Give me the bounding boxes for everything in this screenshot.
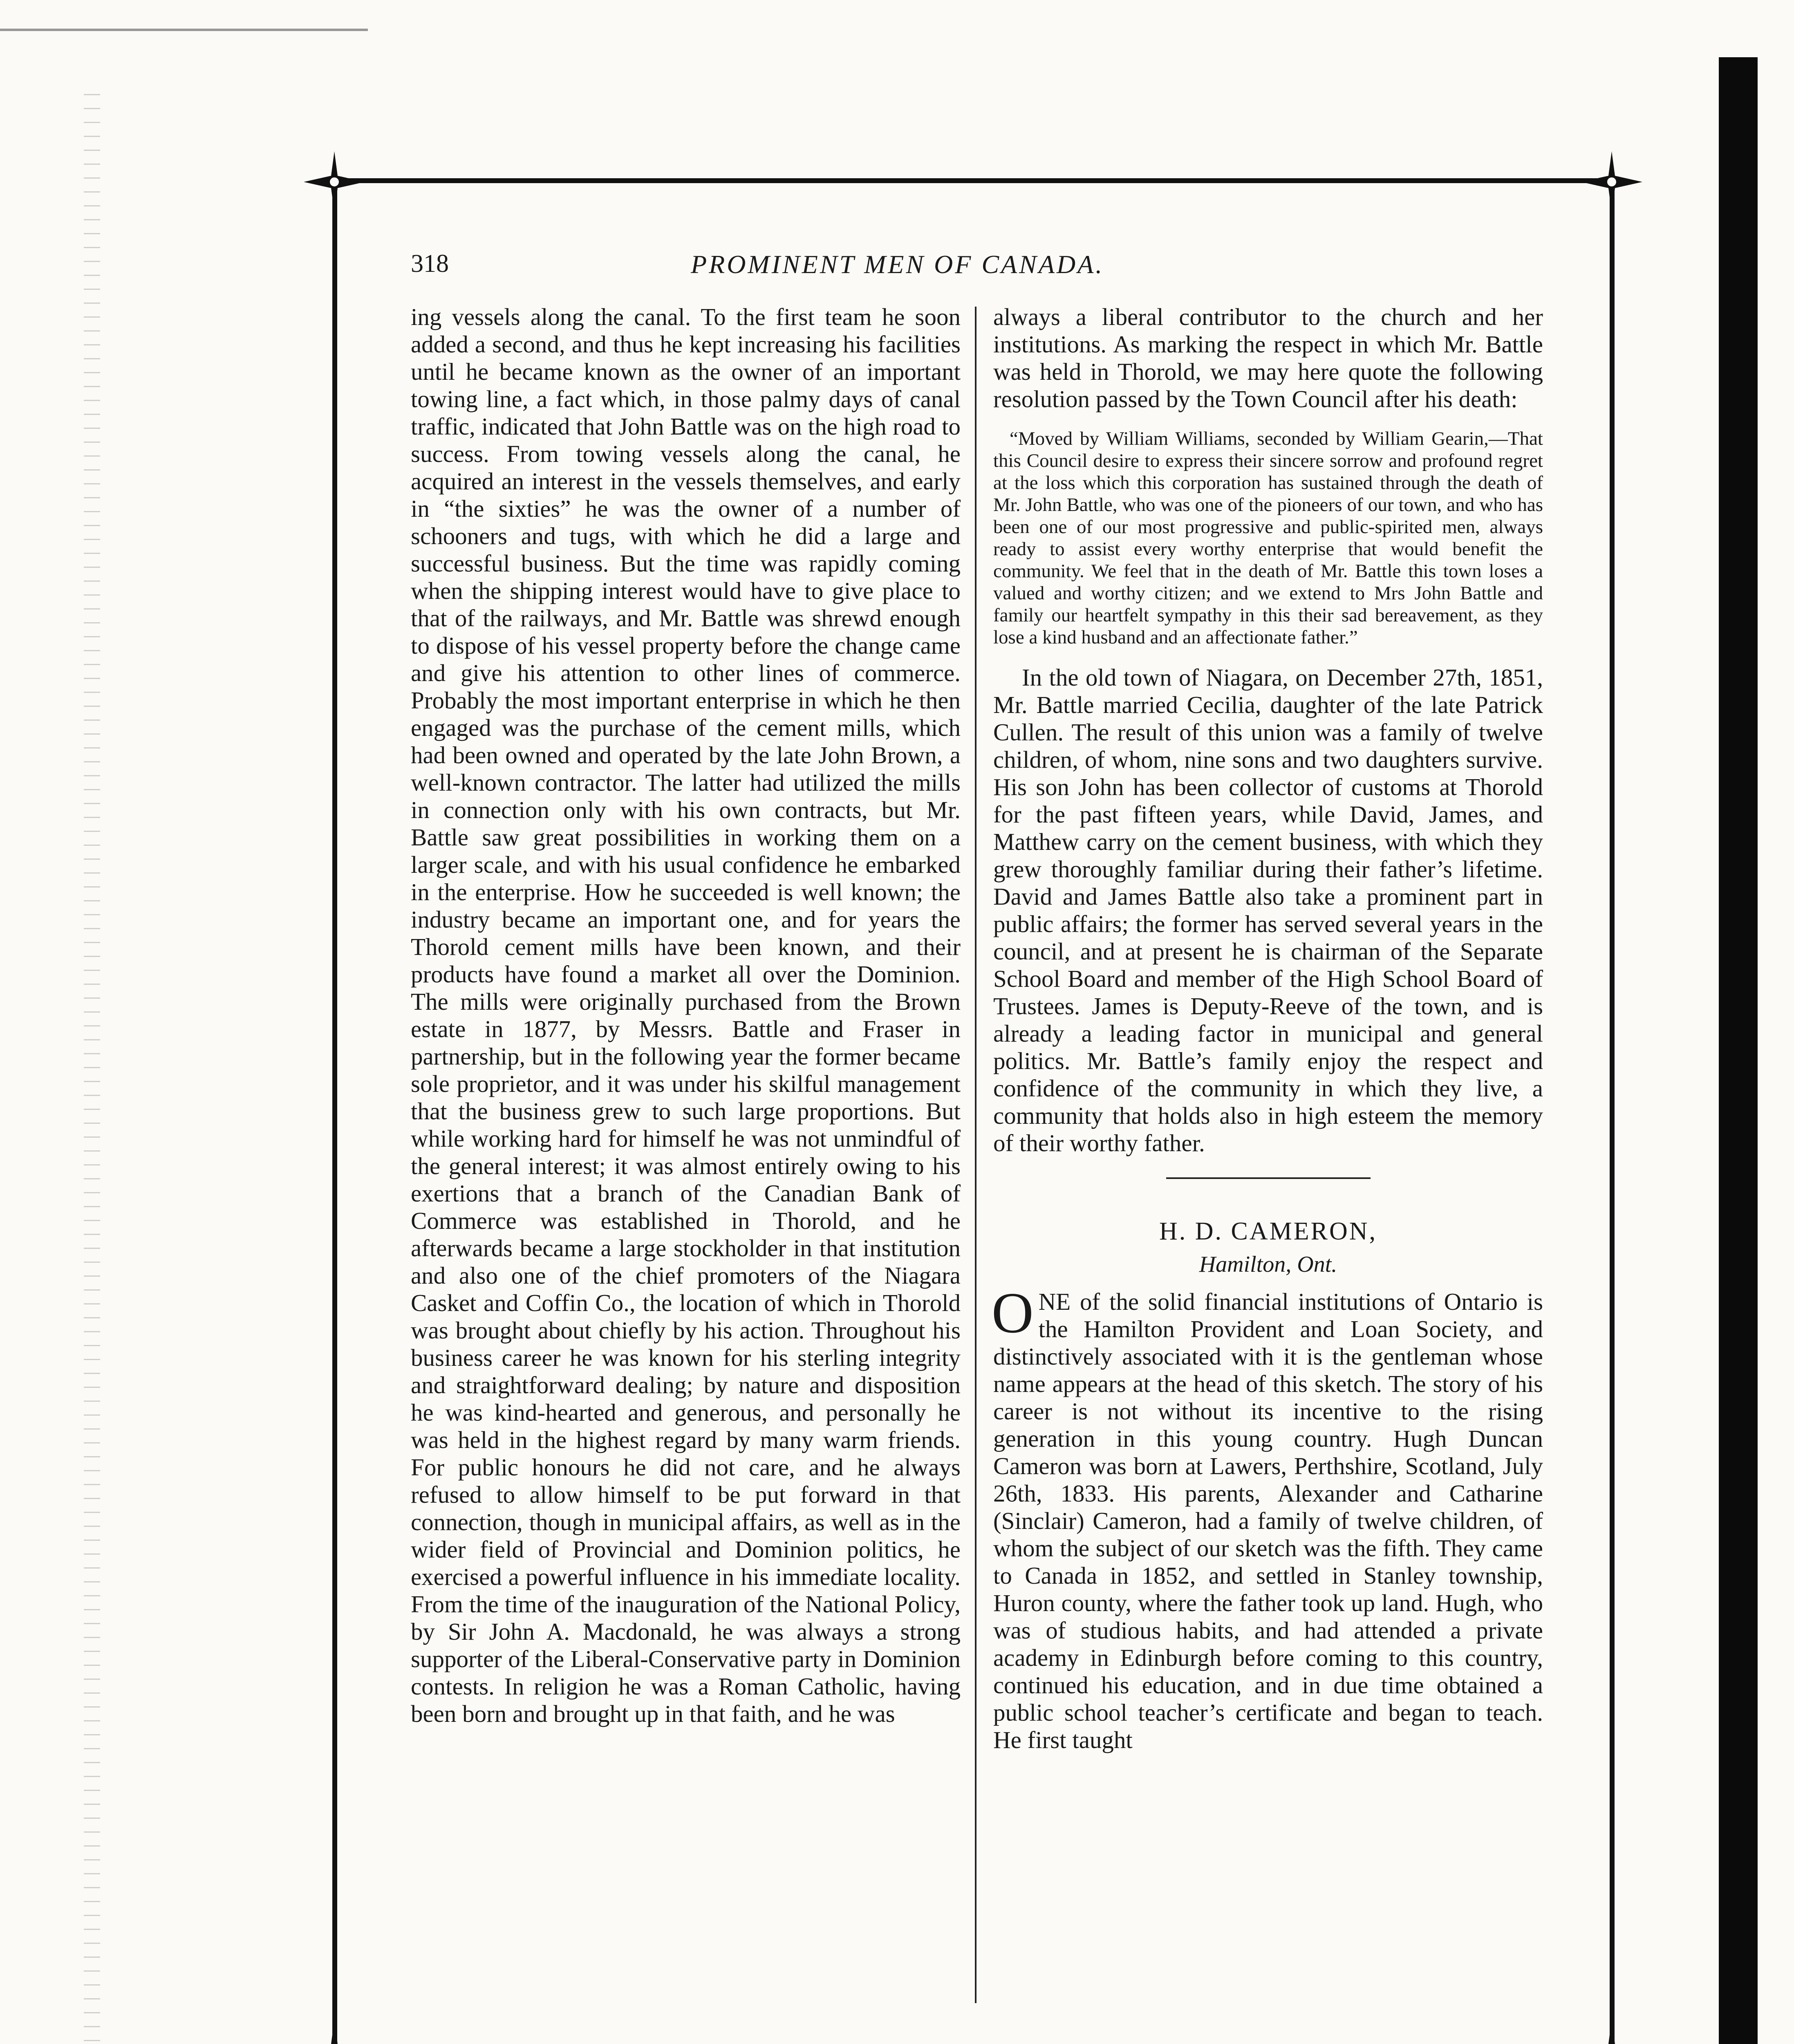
- corner-ornament-icon: [1581, 2019, 1642, 2044]
- column-divider: [975, 307, 977, 2003]
- frame-left-rule: [332, 180, 337, 2044]
- page-number: 318: [411, 250, 449, 278]
- binding-margin: [84, 94, 100, 2044]
- page-edge-shadow: [1719, 57, 1758, 2044]
- section-heading: H. D. CAMERON,: [1159, 1217, 1377, 1245]
- right-column-paragraph-1: always a liberal contributor to the church and her institutions. As marking the respect in which Mr. Battle was held in Thorold, we may here quote the following resolution passed by the Town Council after his death:: [993, 303, 1543, 412]
- section-separator: [1166, 1177, 1371, 1179]
- scan-mark: [0, 29, 368, 31]
- corner-ornament-icon: [304, 2019, 365, 2044]
- corner-ornament-icon: [304, 151, 365, 213]
- right-column-paragraph-2: In the old town of Niagara, on December 27th, 1851, Mr. Battle married Cecilia, daughter of the late Patrick Cullen. The result of this union was a family of twelve children, of whom, nine sons and two daughters survive. His son John has been collector of customs at Thorold for the past fifteen years, while David, James, and Matthew carry on the cement business, with which they grew thoroughly familiar during their father’s lifetime. David and James Battle also take a prominent part in public affairs; the former has served several years in the council, and at present he is chairman of the Separate School Board and member of the High School Board of Trustees. James is Deputy-Reeve of the town, and is already a leading factor in municipal and general politics. Mr. Battle’s family enjoy the respect and confidence of the community in which they live, a community that holds also in high esteem the memory of their worthy father.: [993, 664, 1543, 1156]
- section-subheading: Hamilton, Ont.: [1199, 1252, 1337, 1277]
- left-column-paragraph: ing vessels along the canal. To the first team he soon added a second, and thus he kept increasing his facilities until he became known as the owner of an important towing line, a fact which, in those palmy days of canal traffic, indicated that John Battle was on the high road to success. From towing vessels along the canal, he acquired an interest in the vessels themselves, and early in “the sixties” he was the owner of a number of schooners and tugs, with which he did a large and successful business. But the time was rapidly coming when the shipping interest would have to give place to that of the railways, and Mr. Battle was shrewd enough to dispose of his vessel property before the change came and give his attention to other lines of commerce. Probably the most important enterprise in which he then engaged was the purchase of the cement mills, which had been owned and operated by the late John Brown, a well-known contractor. The latter had utilized the mills in connection only with his own contracts, but Mr. Battle saw great possibilities in working them on a larger scale, and with his usual confidence he embarked in the enterprise. How he succeeded is well known; the industry became an important one, and for years the Thorold cement mills have been known, and their products have found a market all over the Dominion. The mills were originally purchased from the Brown estate in 1877, by Messrs. Battle and Fraser in partnership, but in the following year the former became sole proprietor, and it was under his skilful management that the business grew to such large proportions. But while working hard for himself he was not unmindful of the general interest; it was almost entirely owing to his exertions that a branch of the Canadian Bank of Commerce was established in Thorold, and he afterwards became a large stockholder in that institution and also one of the chief promoters of the Niagara Casket and Coffin Co., the location of which in Thorold was brought about chiefly by his action. Throughout his business career he was known for his sterling integrity and straightforward dealing; by nature and disposition he was kind-hearted and generous, and personally he was held in the highest regard by many warm friends. For public honours he did not care, and he always refused to allow himself to be put forward in that connection, though in municipal affairs, as well as in the wider field of Provincial and Dominion politics, he exercised a powerful influence in his immediate locality. From the time of the inauguration of the National Policy, by Sir John A. Macdonald, he was always a strong supporter of the Liberal-Conservative party in Dominion contests. In religion he was a Roman Catholic, having been born and brought up in that faith, and he was: [411, 303, 961, 1727]
- drop-cap: O: [992, 1280, 1034, 1345]
- council-resolution-quote: “Moved by William Williams, seconded by William Gearin,—That this Council desire to express their sincere sorrow and profound regret at the loss which this corporation has sustained through the death of Mr. John Battle, who was one of the pioneers of our town, and who has been one of our most progressive and public-spirited men, always ready to assist every worthy enterprise that would benefit the community. We feel that in the death of Mr. Battle this town loses a valued and worthy citizen; and we extend to Mrs John Battle and family our heartfelt sympathy in this their sad bereavement, as they lose a kind husband and an affectionate father.”: [993, 428, 1543, 648]
- right-column: [993, 303, 1543, 1754]
- running-title: PROMINENT MEN OF CANADA.: [691, 250, 1104, 279]
- section-paragraph: NE of the solid financial institutions of Ontario is the Hamilton Provident and Loan Society, and distinctively associated with it is the gentleman whose name appears at the head of this sketch. The story of his career is not without its incentive to the rising generation in this young country. Hugh Duncan Cameron was born at Lawers, Perthshire, Scotland, July 26th, 1833. His parents, Alexander and Catharine (Sinclair) Cameron, had a family of twelve children, of whom the subject of our sketch was the fifth. They came to Canada in 1852, and settled in Stanley township, Huron county, where the father took up land. Hugh, who was of studious habits, and had attended a private academy in Edinburgh before coming to this country, continued his education, and in due time obtained a public school teacher’s certificate and began to teach. He first taught: [993, 1288, 1543, 1753]
- frame-right-rule: [1610, 180, 1615, 2044]
- corner-ornament-icon: [1581, 151, 1642, 213]
- frame-top-rule: [335, 178, 1623, 183]
- section-paragraph-container: [992, 1280, 1543, 1754]
- left-column: [411, 303, 961, 1728]
